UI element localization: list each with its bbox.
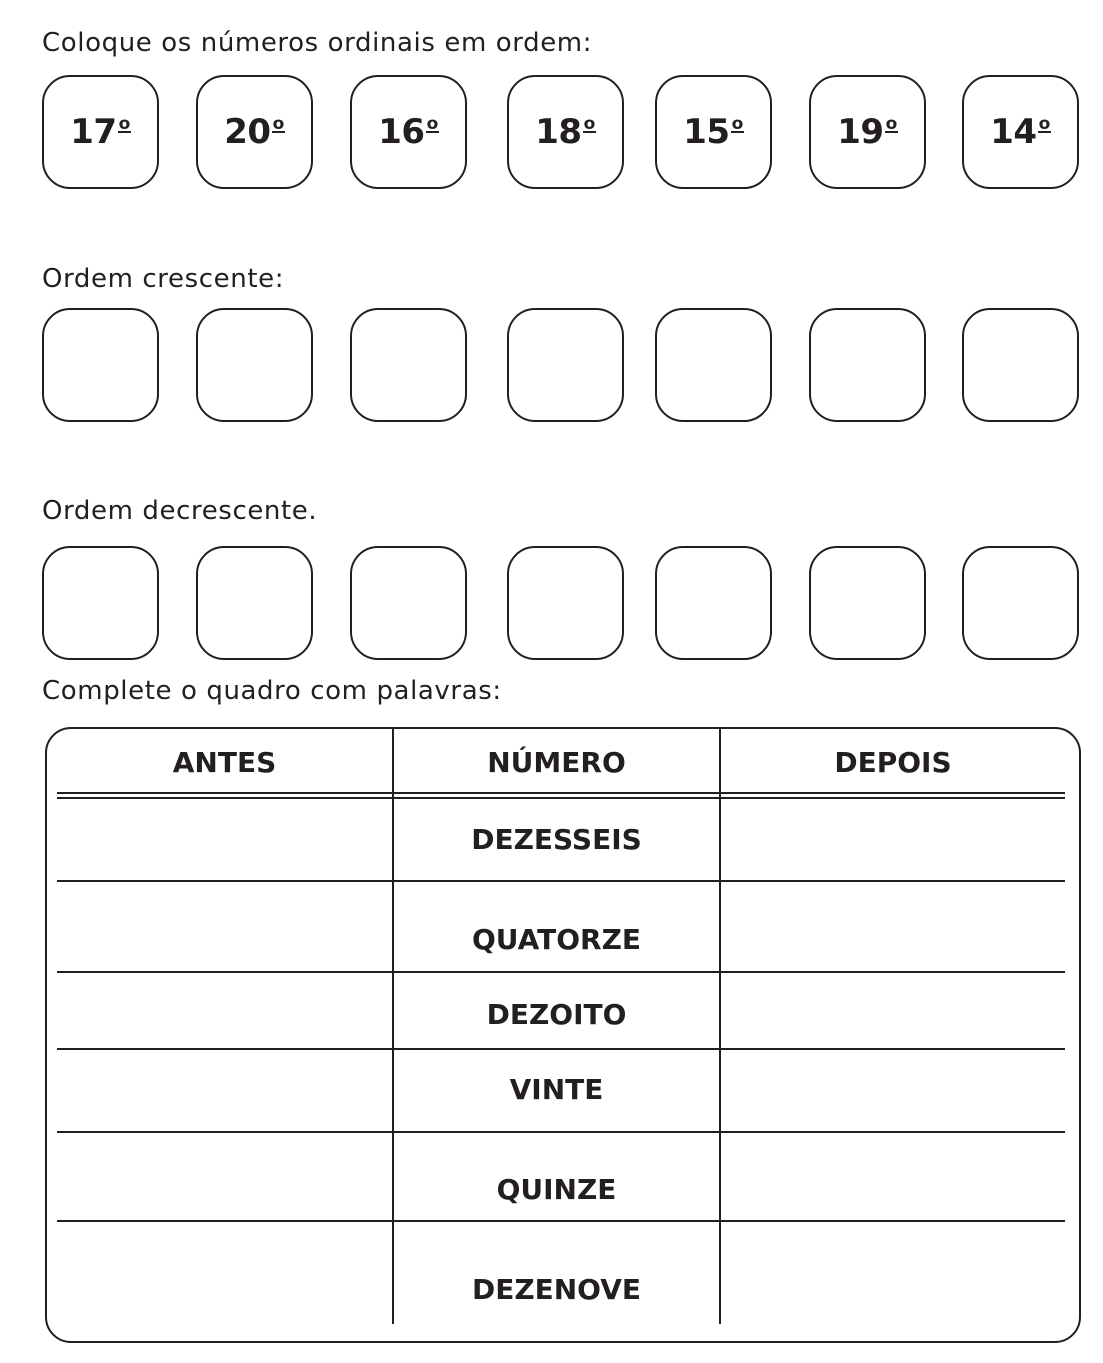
number-word-cell: VINTE xyxy=(509,1073,604,1106)
answer-box[interactable] xyxy=(507,308,624,422)
row-divider xyxy=(57,880,1065,882)
ordinal-card xyxy=(655,75,772,189)
ordinal-indicator: o xyxy=(272,114,284,134)
number-word-cell: QUINZE xyxy=(496,1173,617,1206)
ordinal-number: 19 xyxy=(837,112,884,152)
ascending-answer-row xyxy=(0,308,1103,426)
answer-box[interactable] xyxy=(962,546,1079,660)
answer-box[interactable] xyxy=(196,546,313,660)
row-divider xyxy=(57,1131,1065,1133)
column-divider xyxy=(719,728,721,1324)
descending-answer-row xyxy=(0,546,1103,664)
row-divider xyxy=(57,1048,1065,1050)
answer-box[interactable] xyxy=(42,308,159,422)
answer-box[interactable] xyxy=(809,546,926,660)
ordinal-indicator: o xyxy=(118,114,130,134)
column-header-depois: DEPOIS xyxy=(834,746,952,779)
ordinal-indicator: o xyxy=(731,114,743,134)
ordinal-number: 15 xyxy=(683,112,730,152)
ordinal-number: 16 xyxy=(378,112,425,152)
number-word-cell: DEZESSEIS xyxy=(471,823,642,856)
answer-box[interactable] xyxy=(350,308,467,422)
descending-instruction: Ordem decrescente. xyxy=(42,496,318,526)
intro-instruction: Coloque os números ordinais em ordem: xyxy=(42,28,593,58)
header-divider xyxy=(57,792,1065,799)
ordinal-card xyxy=(196,75,313,189)
answer-box[interactable] xyxy=(655,308,772,422)
answer-box[interactable] xyxy=(350,546,467,660)
number-word-cell: QUATORZE xyxy=(471,923,642,956)
ordinal-number: 17 xyxy=(70,112,117,152)
column-header-numero: NÚMERO xyxy=(487,746,626,779)
ordinal-number: 14 xyxy=(990,112,1037,152)
answer-box[interactable] xyxy=(809,308,926,422)
ordinal-indicator: o xyxy=(1038,114,1050,134)
word-table xyxy=(45,727,1081,1343)
number-word-cell: DEZOITO xyxy=(486,998,627,1031)
ordinal-indicator: o xyxy=(583,114,595,134)
answer-box[interactable] xyxy=(196,308,313,422)
row-divider xyxy=(57,971,1065,973)
ascending-instruction: Ordem crescente: xyxy=(42,264,285,294)
number-word-cell: DEZENOVE xyxy=(471,1273,642,1306)
ordinal-card-row xyxy=(0,75,1103,193)
row-divider xyxy=(57,1220,1065,1222)
answer-box[interactable] xyxy=(655,546,772,660)
ordinal-card xyxy=(42,75,159,189)
ordinal-card xyxy=(809,75,926,189)
ordinal-card xyxy=(350,75,467,189)
ordinal-card xyxy=(507,75,624,189)
ordinal-indicator: o xyxy=(885,114,897,134)
answer-box[interactable] xyxy=(42,546,159,660)
answer-box[interactable] xyxy=(962,308,1079,422)
ordinal-card xyxy=(962,75,1079,189)
ordinal-number: 18 xyxy=(535,112,582,152)
ordinal-indicator: o xyxy=(426,114,438,134)
answer-box[interactable] xyxy=(507,546,624,660)
ordinal-number: 20 xyxy=(224,112,271,152)
table-instruction: Complete o quadro com palavras: xyxy=(42,676,502,706)
column-header-antes: ANTES xyxy=(172,746,277,779)
